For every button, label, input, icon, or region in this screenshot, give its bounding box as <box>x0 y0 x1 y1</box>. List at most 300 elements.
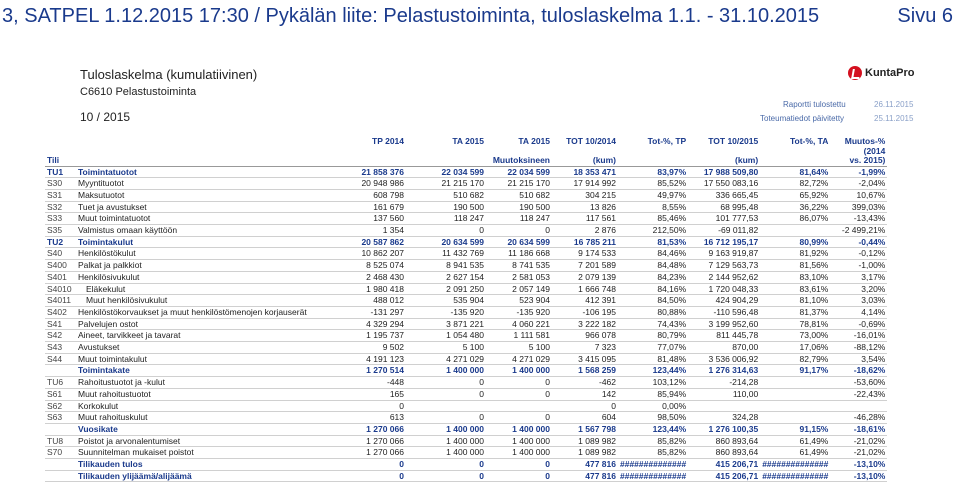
cell-tot2014: 3 415 095 <box>552 353 618 365</box>
table-row <box>45 248 887 260</box>
cell-tota <box>760 400 830 412</box>
cell-name: Myyntituotot <box>76 178 346 190</box>
cell-tot2015: 3 199 952,60 <box>688 318 760 330</box>
cell-ta2015m: 523 904 <box>486 295 552 307</box>
cell-ta2015: 2 627 154 <box>406 271 486 283</box>
cell-totp: 81,48% <box>618 353 688 365</box>
cell-ta2015: 1 400 000 <box>406 435 486 447</box>
cell-ta2015m: 2 057 149 <box>486 283 552 295</box>
cell-code: S31 <box>45 189 76 201</box>
cell-tot2015: 68 995,48 <box>688 201 760 213</box>
cell-tota: ############## <box>762 459 829 470</box>
col-account: Tili <box>45 156 76 166</box>
document-title: 3, SATPEL 1.12.2015 17:30 / Pykälän liite: Pelastustoiminta, tuloslaskelma 1.1. - 31.10.2015 <box>2 5 820 27</box>
table-row <box>45 189 887 201</box>
cell-change: -0,12% <box>830 248 887 260</box>
cell-ta2015: 0 <box>406 470 486 482</box>
cell-ta2015: 1 054 480 <box>406 330 486 342</box>
cell-totp: 212,50% <box>618 225 688 237</box>
table-row <box>45 412 887 424</box>
cell-tota: 73,00% <box>760 330 830 342</box>
cell-change: -13,10% <box>830 459 887 471</box>
cell-tot2015: -110 596,48 <box>688 306 760 318</box>
cell-code <box>45 459 76 471</box>
col-tot2014: TOT 10/2014 <box>566 136 616 146</box>
cell-ta2015m: 2 581 053 <box>486 271 552 283</box>
cell-tot2015: 17 988 509,80 <box>688 166 760 178</box>
logo-text: KuntaPro <box>865 67 915 79</box>
updated-value: 25.11.2015 <box>874 114 914 123</box>
cell-tota: 91,17% <box>760 365 830 377</box>
cell-tota: 81,10% <box>760 295 830 307</box>
cell-tp2014: 20 948 986 <box>346 178 406 190</box>
cell-tot2015: -69 011,82 <box>688 225 760 237</box>
col-ta2015-mod: TA 2015 <box>518 136 550 146</box>
cell-code: S35 <box>45 225 76 237</box>
cell-code: S402 <box>45 306 76 318</box>
cell-code: S44 <box>45 353 76 365</box>
table-row <box>45 447 887 459</box>
cell-totp: 85,82% <box>618 447 688 459</box>
cell-tot2015: 860 893,64 <box>688 447 760 459</box>
cell-name: Muut rahoitustuotot <box>76 388 346 400</box>
cell-code: S61 <box>45 388 76 400</box>
cell-ta2015m: 0 <box>486 377 552 389</box>
cell-code: TU1 <box>45 166 76 178</box>
cell-name: Henkilösivukulut <box>76 271 346 283</box>
cell-code: S4011 <box>45 295 76 307</box>
cell-totp: 85,82% <box>618 435 688 447</box>
cell-totp: 123,44% <box>618 423 688 435</box>
cell-tot2015: 860 893,64 <box>688 435 760 447</box>
cell-name: Muut rahoituskulut <box>76 412 346 424</box>
cell-tot2015: 1 276 100,35 <box>688 423 760 435</box>
cell-ta2015m: 11 186 668 <box>486 248 552 260</box>
col-tot2014-sub: (kum) <box>552 156 618 166</box>
cell-tp2014: 488 012 <box>346 295 406 307</box>
cell-change: -2,04% <box>830 178 887 190</box>
cell-tot2014: 966 078 <box>552 330 618 342</box>
cell-tot2014: -462 <box>552 377 618 389</box>
cell-tot2015: 9 163 919,87 <box>688 248 760 260</box>
cell-totp: 80,79% <box>618 330 688 342</box>
table-row <box>45 365 887 377</box>
cell-name: Valmistus omaan käyttöön <box>76 225 346 237</box>
cell-change: -13,43% <box>830 213 887 225</box>
cell-tp2014: -131 297 <box>346 306 406 318</box>
table-row <box>45 201 887 213</box>
cell-tot2014: 9 174 533 <box>552 248 618 260</box>
cell-name: Avustukset <box>76 342 346 354</box>
cell-tota <box>760 225 830 237</box>
cell-name: Muut toimintatuotot <box>76 213 346 225</box>
cell-tota: 81,92% <box>760 248 830 260</box>
cell-ta2015: 4 271 029 <box>406 353 486 365</box>
cell-tp2014: 20 587 862 <box>346 236 406 248</box>
cell-tot2015: 101 777,53 <box>688 213 760 225</box>
cell-ta2015: 11 432 769 <box>406 248 486 260</box>
cell-tota: 82,72% <box>760 178 830 190</box>
page-header <box>0 0 959 37</box>
cell-code: S62 <box>45 400 76 412</box>
cell-tp2014: 1 195 737 <box>346 330 406 342</box>
cell-tot2014: 477 816 <box>552 470 618 482</box>
cell-tot2014: 17 914 992 <box>552 178 618 190</box>
cell-ta2015m: 0 <box>486 470 552 482</box>
cell-tota: 82,79% <box>760 353 830 365</box>
cell-tot2014: 304 215 <box>552 189 618 201</box>
cell-tot2015: 7 129 563,73 <box>688 260 760 272</box>
cell-tota: 91,15% <box>760 423 830 435</box>
cell-ta2015: 0 <box>406 388 486 400</box>
cell-name: Palvelujen ostot <box>76 318 346 330</box>
cell-code: TU6 <box>45 377 76 389</box>
cell-tp2014: 0 <box>346 470 406 482</box>
cell-totp: 85,94% <box>618 388 688 400</box>
cell-change: -88,12% <box>830 342 887 354</box>
cell-tp2014: 1 270 066 <box>346 447 406 459</box>
cell-name: Henkilöstökorvaukset ja muut henkilöstömenojen korjauserät <box>76 306 346 318</box>
cell-ta2015m: 190 500 <box>486 201 552 213</box>
cell-code: S30 <box>45 178 76 190</box>
cell-ta2015: 118 247 <box>406 213 486 225</box>
cell-change: -53,60% <box>830 377 887 389</box>
cell-ta2015m: 1 111 581 <box>486 330 552 342</box>
table-row <box>45 225 887 237</box>
cell-change: -18,62% <box>830 365 887 377</box>
table-row <box>45 342 887 354</box>
cell-ta2015: 5 100 <box>406 342 486 354</box>
cell-totp: 49,97% <box>618 189 688 201</box>
cell-tot2014: 604 <box>552 412 618 424</box>
cell-tot2015: 110,00 <box>688 388 760 400</box>
cell-tp2014: 613 <box>346 412 406 424</box>
cell-ta2015m <box>486 400 552 412</box>
cell-change: -46,28% <box>830 412 887 424</box>
cell-name: Eläkekulut <box>76 283 346 295</box>
cell-ta2015m: 4 271 029 <box>486 353 552 365</box>
cell-ta2015: 1 400 000 <box>406 365 486 377</box>
cell-tot2015: 415 206,71 <box>688 470 760 482</box>
table-row <box>45 166 887 178</box>
cell-name: Toimintatuotot <box>76 166 346 178</box>
cell-change: 399,03% <box>830 201 887 213</box>
cell-tota: 61,49% <box>760 435 830 447</box>
cell-tot2014: 3 222 182 <box>552 318 618 330</box>
cell-totp: 0,00% <box>618 400 688 412</box>
cell-tota: 86,07% <box>760 213 830 225</box>
cell-tota: 78,81% <box>760 318 830 330</box>
report-period: 10 / 2015 <box>80 110 131 124</box>
cell-totp: 83,97% <box>618 166 688 178</box>
cell-ta2015: 0 <box>406 225 486 237</box>
cell-change: -13,10% <box>830 470 887 482</box>
cell-tp2014: 10 862 207 <box>346 248 406 260</box>
cell-change: -0,69% <box>830 318 887 330</box>
cell-tot2015: 324,28 <box>688 412 760 424</box>
cell-name: Vuosikate <box>76 423 346 435</box>
cell-change <box>830 400 887 412</box>
cell-totp: 84,23% <box>618 271 688 283</box>
table-row <box>45 306 887 318</box>
cell-change: 3,17% <box>830 271 887 283</box>
table-row <box>45 423 887 435</box>
cell-totp: 80,88% <box>618 306 688 318</box>
cell-tot2015: 415 206,71 <box>688 459 760 471</box>
cell-change: -1,99% <box>830 166 887 178</box>
cell-ta2015m: 20 634 599 <box>486 236 552 248</box>
col-ta2015: TA 2015 <box>452 136 484 146</box>
cell-tota: 81,64% <box>760 166 830 178</box>
table-row <box>45 435 887 447</box>
cell-tota <box>760 388 830 400</box>
table-row <box>45 260 887 272</box>
cell-tot2014: 2 876 <box>552 225 618 237</box>
cell-ta2015m: 0 <box>486 225 552 237</box>
cell-ta2015m: 8 741 535 <box>486 260 552 272</box>
cell-tp2014: 0 <box>346 400 406 412</box>
cell-name: Toimintakulut <box>76 236 346 248</box>
cell-tot2015 <box>688 400 760 412</box>
cell-tot2015: 3 536 006,92 <box>688 353 760 365</box>
cell-tot2014: 13 826 <box>552 201 618 213</box>
cell-code: S32 <box>45 201 76 213</box>
cell-name: Poistot ja arvonalentumiset <box>76 435 346 447</box>
cell-name: Rahoitustuotot ja -kulut <box>76 377 346 389</box>
col-change: Muutos-% (2014 <box>844 136 886 156</box>
cell-change: -2 499,21% <box>830 225 887 237</box>
cell-ta2015m: 0 <box>486 412 552 424</box>
cell-ta2015: 20 634 599 <box>406 236 486 248</box>
cell-ta2015m: 5 100 <box>486 342 552 354</box>
cell-change: 3,03% <box>830 295 887 307</box>
cell-name: Suunnitelman mukaiset poistot <box>76 447 346 459</box>
cell-tp2014: 4 329 294 <box>346 318 406 330</box>
table-row <box>45 330 887 342</box>
printed-value: 26.11.2015 <box>874 100 914 109</box>
table-row <box>45 318 887 330</box>
cell-tot2014: 1 089 982 <box>552 447 618 459</box>
col-change-sub: vs. 2015) <box>830 156 887 166</box>
cell-change: -21,02% <box>830 447 887 459</box>
cell-tp2014: 21 858 376 <box>346 166 406 178</box>
cell-tot2014: 142 <box>552 388 618 400</box>
cell-change: 3,54% <box>830 353 887 365</box>
cell-tp2014: 608 798 <box>346 189 406 201</box>
cell-tp2014: 161 679 <box>346 201 406 213</box>
cell-tot2015: 811 445,78 <box>688 330 760 342</box>
cell-totp: 103,12% <box>618 377 688 389</box>
cell-code: S41 <box>45 318 76 330</box>
cell-totp: 8,55% <box>618 201 688 213</box>
cell-tot2015: 336 665,45 <box>688 189 760 201</box>
cell-tot2015: -214,28 <box>688 377 760 389</box>
cell-code: S401 <box>45 271 76 283</box>
col-tot-pct-ta: Tot-%, TA <box>789 136 829 146</box>
cell-code: TU8 <box>45 435 76 447</box>
cell-code: TU2 <box>45 236 76 248</box>
cell-ta2015m: 510 682 <box>486 189 552 201</box>
cell-ta2015m: 21 215 170 <box>486 178 552 190</box>
cell-tp2014: 0 <box>346 459 406 471</box>
cell-totp: 74,43% <box>618 318 688 330</box>
cell-totp: 85,46% <box>618 213 688 225</box>
cell-tota: 61,49% <box>760 447 830 459</box>
cell-tot2014: 0 <box>552 400 618 412</box>
table-row <box>45 377 887 389</box>
cell-tp2014: 4 191 123 <box>346 353 406 365</box>
table-row <box>45 213 887 225</box>
cell-tp2014: 2 468 430 <box>346 271 406 283</box>
cell-tot2014: 18 353 471 <box>552 166 618 178</box>
cell-name: Henkilöstökulut <box>76 248 346 260</box>
cell-tot2015: 2 144 952,62 <box>688 271 760 283</box>
cell-ta2015: -135 920 <box>406 306 486 318</box>
cell-code: S42 <box>45 330 76 342</box>
cell-change: 3,20% <box>830 283 887 295</box>
cell-tot2014: 16 785 211 <box>552 236 618 248</box>
cell-tota: ############## <box>762 470 829 481</box>
cell-tp2014: 9 502 <box>346 342 406 354</box>
cell-ta2015 <box>406 400 486 412</box>
col-tot2015: TOT 10/2015 <box>708 136 759 146</box>
cell-code: S70 <box>45 447 76 459</box>
cell-totp: 84,46% <box>618 248 688 260</box>
page-number: Sivu 6 <box>897 5 953 27</box>
cell-tp2014: 1 354 <box>346 225 406 237</box>
cell-ta2015: 1 400 000 <box>406 447 486 459</box>
cell-change: -1,00% <box>830 260 887 272</box>
table-row <box>45 178 887 190</box>
cell-totp: 77,07% <box>618 342 688 354</box>
cell-name: Muut toimintakulut <box>76 353 346 365</box>
report-title: Tuloslaskelma (kumulatiivinen) <box>80 67 258 82</box>
cell-tot2014: 412 391 <box>552 295 618 307</box>
cell-tota: 36,22% <box>760 201 830 213</box>
col-tp2014: TP 2014 <box>372 136 404 146</box>
cell-tota <box>760 412 830 424</box>
cell-tot2015: 1 720 048,33 <box>688 283 760 295</box>
cell-ta2015m: 4 060 221 <box>486 318 552 330</box>
table-row <box>45 459 887 471</box>
cell-tot2015: 16 712 195,17 <box>688 236 760 248</box>
cell-ta2015m: 0 <box>486 388 552 400</box>
cell-ta2015m: 1 400 000 <box>486 423 552 435</box>
table-row <box>45 470 887 482</box>
cell-totp: ############## <box>620 459 687 470</box>
cell-totp: 81,53% <box>618 236 688 248</box>
cell-tota: 81,56% <box>760 260 830 272</box>
cell-totp: 84,50% <box>618 295 688 307</box>
cell-totp: 98,50% <box>618 412 688 424</box>
table-row <box>45 400 887 412</box>
cell-ta2015: 22 034 599 <box>406 166 486 178</box>
cell-totp: 84,48% <box>618 260 688 272</box>
cell-name: Maksutuotot <box>76 189 346 201</box>
cell-totp: 123,44% <box>618 365 688 377</box>
cell-tota: 81,37% <box>760 306 830 318</box>
col-tot-pct-tp: Tot-%, TP <box>647 136 687 146</box>
cell-tot2014: 1 568 259 <box>552 365 618 377</box>
cell-code <box>45 365 76 377</box>
cell-tot2015: 870,00 <box>688 342 760 354</box>
cell-name: Tilikauden ylijäämä/alijäämä <box>76 470 346 482</box>
cell-tot2014: 1 567 798 <box>552 423 618 435</box>
cell-tp2014: 165 <box>346 388 406 400</box>
cell-tota: 65,92% <box>760 189 830 201</box>
cell-code: S4010 <box>45 283 76 295</box>
cell-name: Aineet, tarvikkeet ja tavarat <box>76 330 346 342</box>
cell-totp: 84,16% <box>618 283 688 295</box>
cell-code: S40 <box>45 248 76 260</box>
cell-totp: ############## <box>620 470 687 481</box>
cell-tot2014: 117 561 <box>552 213 618 225</box>
cell-tp2014: 1 270 066 <box>346 435 406 447</box>
cell-tp2014: 8 525 074 <box>346 260 406 272</box>
table-row <box>45 295 887 307</box>
cell-tot2015: 17 550 083,16 <box>688 178 760 190</box>
table-row <box>45 283 887 295</box>
cell-code <box>45 423 76 435</box>
cell-tot2015: 1 276 314,63 <box>688 365 760 377</box>
cell-ta2015: 2 091 250 <box>406 283 486 295</box>
cell-ta2015: 190 500 <box>406 201 486 213</box>
cell-name: Korkokulut <box>76 400 346 412</box>
cell-tp2014: 1 270 514 <box>346 365 406 377</box>
cell-name: Palkat ja palkkiot <box>76 260 346 272</box>
cell-ta2015: 3 871 221 <box>406 318 486 330</box>
cell-ta2015: 0 <box>406 377 486 389</box>
cell-code <box>45 470 76 482</box>
cell-ta2015: 1 400 000 <box>406 423 486 435</box>
cell-change: -22,43% <box>830 388 887 400</box>
col-ta2015-mod-sub: Muutoksineen <box>486 156 552 166</box>
cell-name: Toimintakate <box>76 365 346 377</box>
cell-tota: 17,06% <box>760 342 830 354</box>
cell-tota <box>760 377 830 389</box>
cell-ta2015: 8 941 535 <box>406 260 486 272</box>
cell-change: -16,01% <box>830 330 887 342</box>
cell-tp2014: 1 980 418 <box>346 283 406 295</box>
cell-code: S63 <box>45 412 76 424</box>
cell-code: S400 <box>45 260 76 272</box>
cell-tot2014: 2 079 139 <box>552 271 618 283</box>
cell-ta2015m: 1 400 000 <box>486 365 552 377</box>
cell-ta2015m: 0 <box>486 459 552 471</box>
cell-ta2015m: -135 920 <box>486 306 552 318</box>
cell-ta2015: 0 <box>406 459 486 471</box>
col-tot2015-sub: (kum) <box>688 156 760 166</box>
cell-name: Muut henkilösivukulut <box>76 295 346 307</box>
cell-name: Tuet ja avustukset <box>76 201 346 213</box>
cell-tp2014: 137 560 <box>346 213 406 225</box>
cell-code: S43 <box>45 342 76 354</box>
cell-ta2015: 0 <box>406 412 486 424</box>
cell-code: S33 <box>45 213 76 225</box>
table-row <box>45 353 887 365</box>
table-row <box>45 388 887 400</box>
cell-totp: 85,52% <box>618 178 688 190</box>
cell-change: -0,44% <box>830 236 887 248</box>
cell-tota: 80,99% <box>760 236 830 248</box>
cell-ta2015: 535 904 <box>406 295 486 307</box>
cell-ta2015: 21 215 170 <box>406 178 486 190</box>
table-row <box>45 271 887 283</box>
cell-name: Tilikauden tulos <box>76 459 346 471</box>
cell-tot2014: 7 201 589 <box>552 260 618 272</box>
cell-ta2015m: 1 400 000 <box>486 435 552 447</box>
cell-tot2015: 424 904,29 <box>688 295 760 307</box>
